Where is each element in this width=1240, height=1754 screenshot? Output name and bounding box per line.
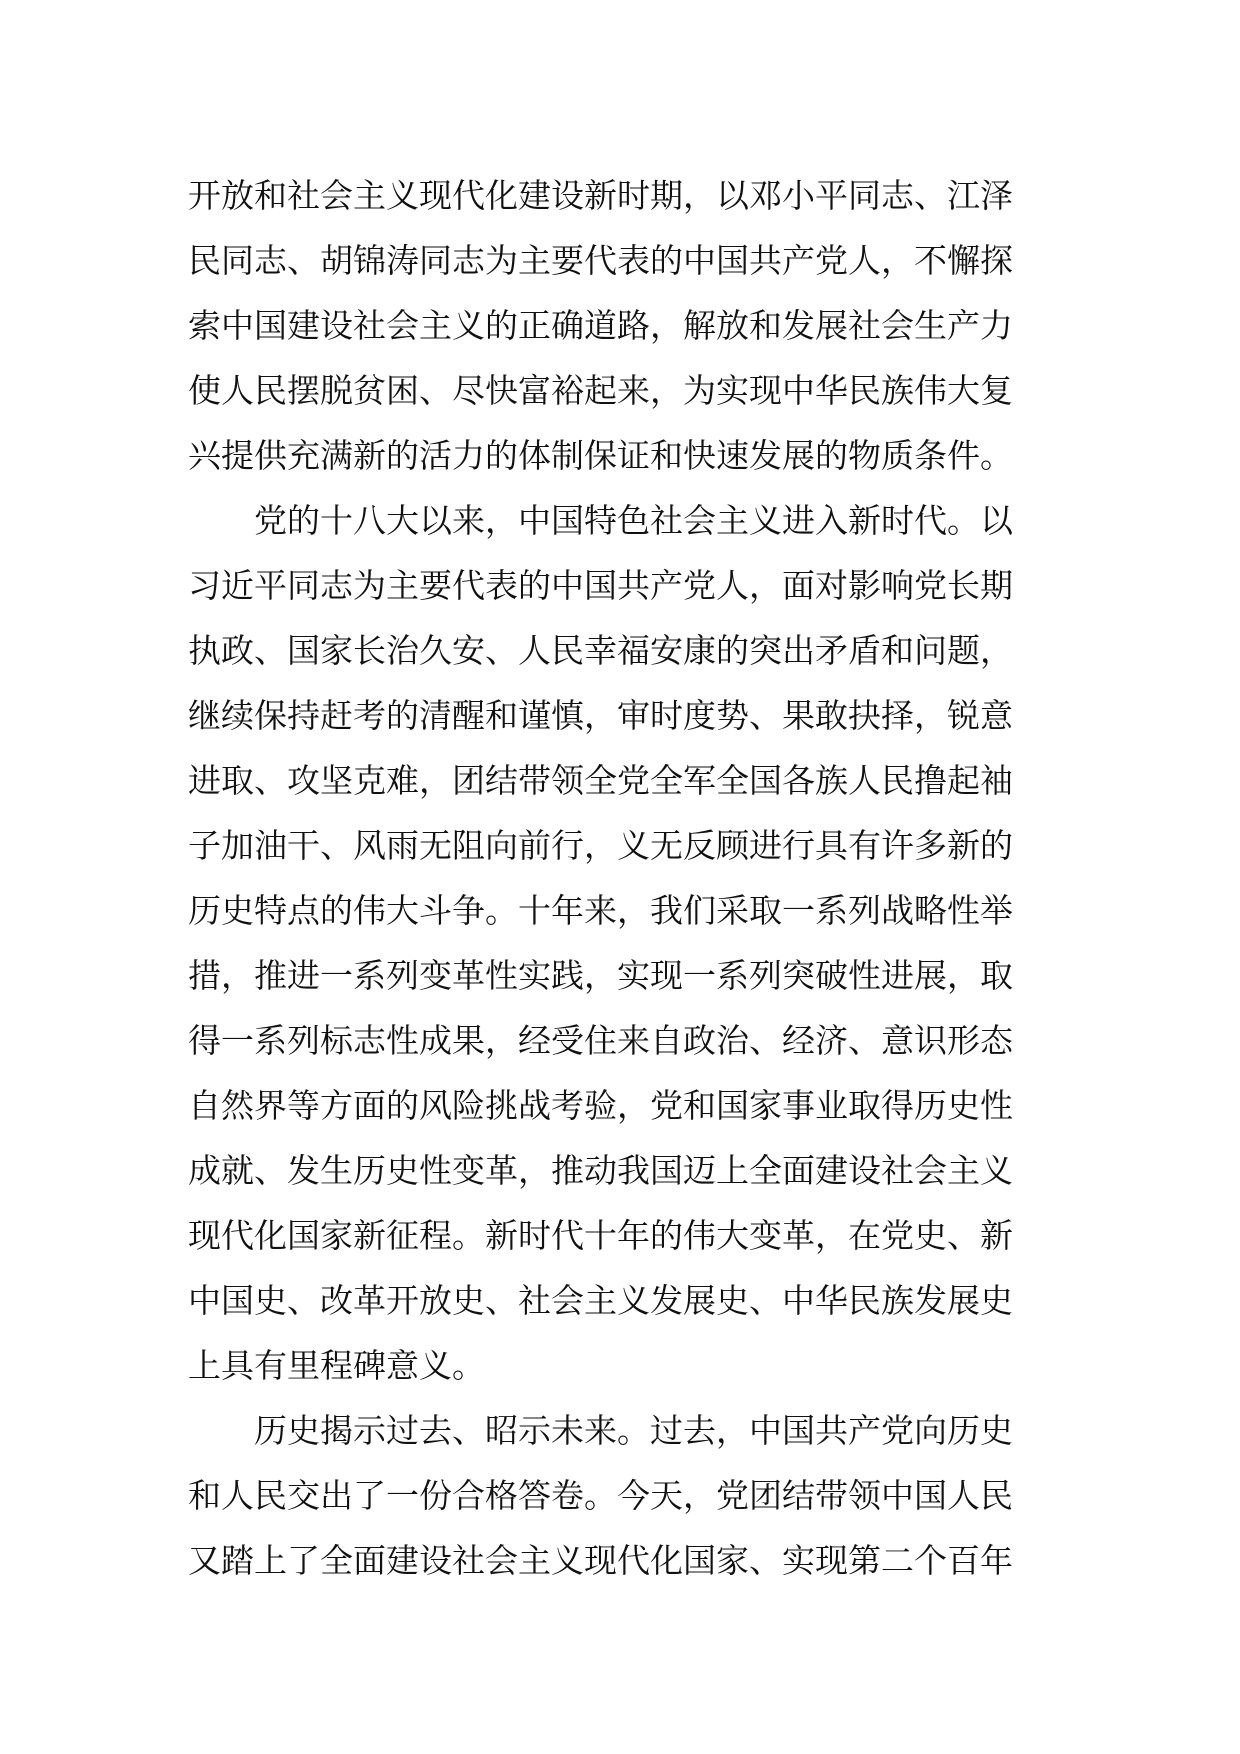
text-line: 上具有里程碑意义。 xyxy=(188,1346,485,1385)
text-line: 得一系列标志性成果，经受住来自政治、经济、意识形态 xyxy=(188,1021,1013,1060)
text-line: 开放和社会主义现代化建设新时期，以邓小平同志、江泽 xyxy=(188,176,1013,215)
text-line: 习近平同志为主要代表的中国共产党人，面对影响党长期 xyxy=(188,566,1013,605)
text-line: 又踏上了全面建设社会主义现代化国家、实现第二个百年 xyxy=(188,1541,1013,1580)
text-line: 民同志、胡锦涛同志为主要代表的中国共产党人，不懈探 xyxy=(188,241,1013,280)
text-line: 历史揭示过去、昭示未来。过去，中国共产党向历史 xyxy=(254,1411,1013,1450)
text-line: 索中国建设社会主义的正确道路，解放和发展社会生产力 xyxy=(188,306,1013,345)
paragraph xyxy=(188,1398,1068,1593)
text-line: 子加油干、风雨无阻向前行，义无反顾进行具有许多新的 xyxy=(188,826,1013,865)
text-line: 措，推进一系列变革性实践，实现一系列突破性进展，取 xyxy=(188,956,1013,995)
document-body xyxy=(188,163,1068,1593)
text-line: 党的十八大以来，中国特色社会主义进入新时代。以 xyxy=(254,501,1013,540)
text-line: 成就、发生历史性变革，推动我国迈上全面建设社会主义 xyxy=(188,1151,1013,1190)
text-line: 兴提供充满新的活力的体制保证和快速发展的物质条件。 xyxy=(188,436,1013,475)
text-line: 执政、国家长治久安、人民幸福安康的突出矛盾和问题， xyxy=(188,631,1013,670)
text-line: 现代化国家新征程。新时代十年的伟大变革，在党史、新 xyxy=(188,1216,1013,1255)
text-line: 历史特点的伟大斗争。十年来，我们采取一系列战略性举 xyxy=(188,891,1013,930)
text-line: 进取、攻坚克难，团结带领全党全军全国各族人民撸起袖 xyxy=(188,761,1013,800)
text-line: 自然界等方面的风险挑战考验，党和国家事业取得历史性 xyxy=(188,1086,1013,1125)
paragraph xyxy=(188,488,1068,1398)
text-line: 和人民交出了一份合格答卷。今天，党团结带领中国人民 xyxy=(188,1476,1013,1515)
paragraph xyxy=(188,163,1068,488)
text-line: 继续保持赶考的清醒和谨慎，审时度势、果敢抉择，锐意 xyxy=(188,696,1013,735)
text-line: 中国史、改革开放史、社会主义发展史、中华民族发展史 xyxy=(188,1281,1013,1320)
text-line: 使人民摆脱贫困、尽快富裕起来，为实现中华民族伟大复 xyxy=(188,371,1013,410)
